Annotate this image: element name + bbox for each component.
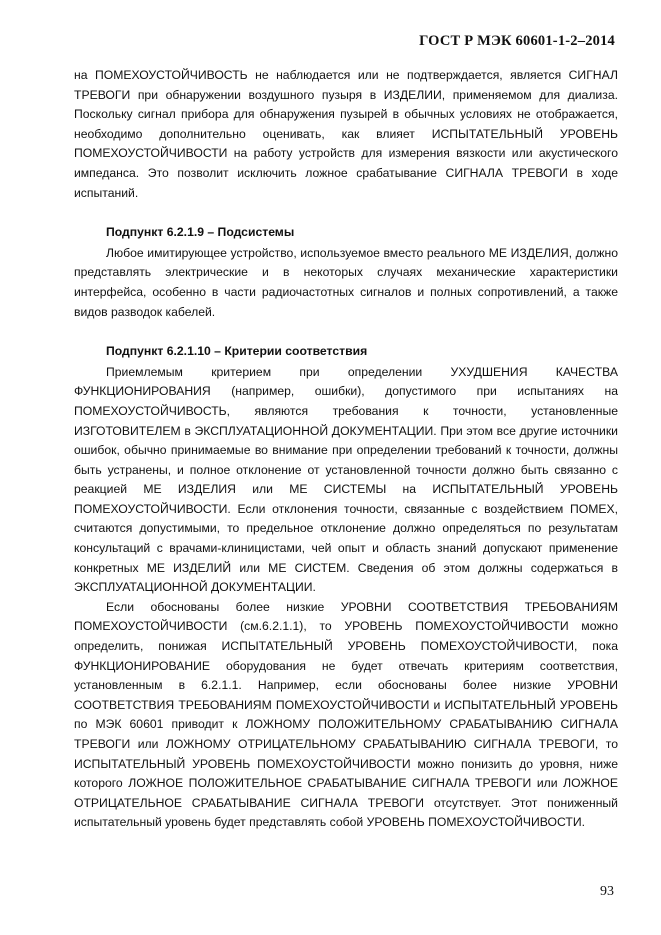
paragraph-subsystems: Любое имитирующее устройство, используемое вместо реального МЕ ИЗДЕЛИЯ, должно представлять электрические и в некоторых случаях механические характеристики интерфейса, особенно в части радиочастотных сигналов и полных сопротивлений, а также видов разводок кабелей.: [74, 245, 618, 319]
paragraph-criteria-1: Приемлемым критерием при определении УХУДШЕНИЯ КАЧЕСТВА ФУНКЦИОНИРОВАНИЯ (например, ошибки), допустимого при испытаниях на ПОМЕХОУСТОЙЧИВОСТЬ, являются требования к точности, установленные ИЗГОТОВИТЕЛЕМ в ЭКСПЛУАТАЦИОННОЙ ДОКУМЕНТАЦИИ. При этом все другие источники ошибок, обычно принимаемые во внимание при определении требований к точности, должны быть устранены, и полное отклонение от установленной точности должно быть связанно с реакцией МЕ ИЗДЕЛИЯ или МЕ СИСТЕМЫ на ИСПЫТАТЕЛЬНЫЙ УРОВЕНЬ ПОМЕХОУСТОЙЧИВОСТИ. Если отклонения точности, связанные с воздействием ПОМЕХ, считаются допустимыми, то предельное отклонение должно определяться по результатам консультаций с врачами-клиницистами, чей опыт и область знаний допускают применение конкретных МЕ ИЗДЕЛИЙ или МЕ СИСТЕМ. Сведения об этом должны содержаться в ЭКСПЛУАТАЦИОННОЙ ДОКУМЕНТАЦИИ.: [74, 364, 618, 595]
document-body: [74, 66, 618, 833]
page-number: 93: [600, 884, 614, 899]
paragraph-criteria-2: Если обоснованы более низкие УРОВНИ СООТВЕТСТВИЯ ТРЕБОВАНИЯМ ПОМЕХОУСТОЙЧИВОСТИ (см.6.2.1.1), то УРОВЕНЬ ПОМЕХОУСТОЙЧИВОСТИ можно определить, понижая ИСПЫТАТЕЛЬНЫЙ УРОВЕНЬ ПОМЕХОУСТОЙЧИВОСТИ, пока ФУНКЦИОНИРОВАНИЕ оборудования не будет отвечать критериям соответствия, установленным в 6.2.1.1. Например, если обоснованы более низкие УРОВНИ СООТВЕТСТВИЯ ТРЕБОВАНИЯМ ПОМЕХОУСТОЙЧИВОСТИ и ИСПЫТАТЕЛЬНЫЙ УРОВЕНЬ по МЭК 60601 приводит к ЛОЖНОМУ ПОЛОЖИТЕЛЬНОМУ СРАБАТЫВАНИЮ СИГНАЛА ТРЕВОГИ или ЛОЖНОМУ ОТРИЦАТЕЛЬНОМУ СРАБАТЫВАНИЮ СИГНАЛА ТРЕВОГИ, то ИСПЫТАТЕЛЬНЫЙ УРОВЕНЬ ПОМЕХОУСТОЙЧИВОСТИ можно понизить до уровня, ниже которого ЛОЖНОЕ ПОЛОЖИТЕЛЬНОЕ СРАБАТЫВАНИЕ СИГНАЛА ТРЕВОГИ или ЛОЖНОЕ ОТРИЦАТЕЛЬНОЕ СРАБАТЫВАНИЕ СИГНАЛА ТРЕВОГИ отсутствует. Этот пониженный испытательный уровень будет представлять собой УРОВЕНЬ ПОМЕХОУСТОЙЧИВОСТИ.: [74, 599, 618, 830]
subclause-heading-6-2-1-10: Подпункт 6.2.1.10 – Критерии соответствия: [106, 344, 368, 359]
subclause-heading-6-2-1-9: Подпункт 6.2.1.9 – Подсистемы: [106, 225, 295, 240]
standard-header: ГОСТ Р МЭК 60601-1-2–2014: [419, 33, 615, 49]
paragraph-continuation: на ПОМЕХОУСТОЙЧИВОСТЬ не наблюдается или не подтверждается, является СИГНАЛ ТРЕВОГИ при обнаружении воздушного пузыря в ИЗДЕЛИИ, применяемом для диализа. Поскольку сигнал прибора для обнаружения пузырей в обычных условиях не отображается, необходимо дополнительно оценивать, как влияет ИСПЫТАТЕЛЬНЫЙ УРОВЕНЬ ПОМЕХОУСТОЙЧИВОСТИ на работу устройств для измерения вязкости или акустического импеданса. Это позволит исключить ложное срабатывание СИГНАЛА ТРЕВОГИ в ходе испытаний.: [74, 68, 618, 200]
